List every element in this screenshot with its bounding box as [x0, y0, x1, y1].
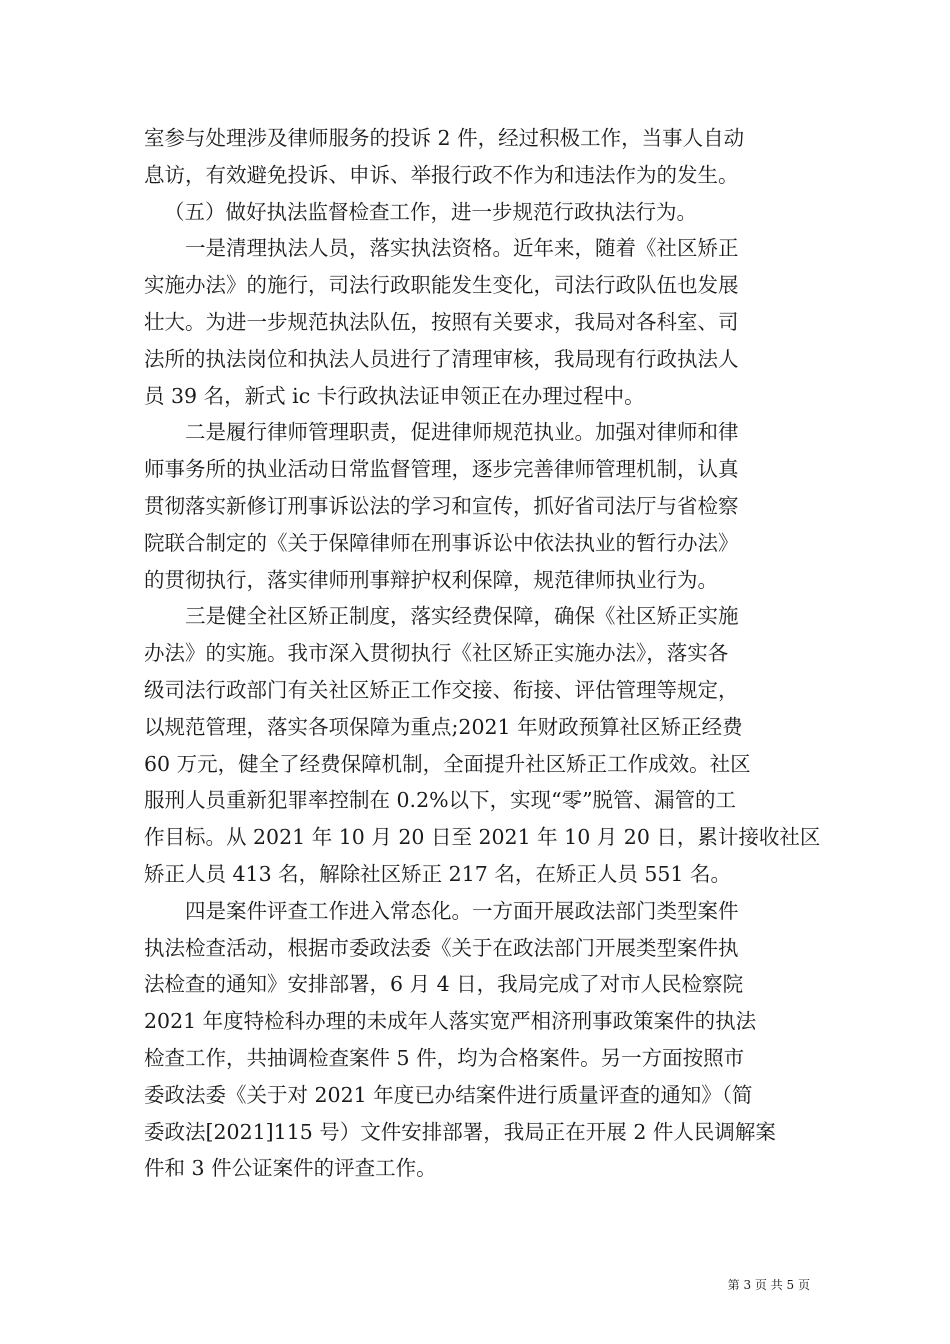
document-body: [144, 120, 821, 1187]
text-line: 的贯彻执行，落实律师刑事辩护权利保障，规范律师执业行为。: [144, 567, 718, 592]
text-line: 60 万元，健全了经费保障机制，全面提升社区矫正工作成效。社区: [144, 751, 751, 776]
text-line: 级司法行政部门有关社区矫正工作交接、衔接、评估管理等规定，: [144, 677, 739, 702]
text-line: 院联合制定的《关于保障律师在刑事诉讼中依法执业的暂行办法》: [144, 530, 739, 555]
text-line: 室参与处理涉及律师服务的投诉 2 件，经过积极工作，当事人自动: [144, 126, 745, 150]
text-line: 2021 年度特检科办理的未成年人落实宽严相济刑事政策案件的执法: [144, 1009, 757, 1034]
text-line: 服刑人员重新犯罪率控制在 0.2%以下，实现“零”脱管、漏管的工: [144, 788, 737, 813]
text-line: 作目标。从 2021 年 10 月 20 日至 2021 年 10 月 20 日，累计接收社区: [144, 825, 821, 850]
text-line: 检查工作，共抽调检查案件 5 件，均为合格案件。另一方面按照市: [144, 1045, 745, 1070]
text-line: 法所的执法岗位和执法人员进行了清理审核，我局现有行政执法人: [144, 346, 739, 371]
text-line: 矫正人员 413 名，解除社区矫正 217 名，在矫正人员 551 名。: [144, 861, 731, 886]
text-line: 以规范管理，落实各项保障为重点;2021 年财政预算社区矫正经费: [144, 714, 743, 739]
text-line: 委政法委《关于对 2021 年度已办结案件进行质量评查的通知》（简: [144, 1082, 753, 1107]
paragraph-first-line: 一是清理执法人员，落实执法资格。近年来，随着《社区矫正: [185, 236, 739, 261]
text-line: 贯彻落实新修订刑事诉讼法的学习和宣传，抓好省司法厅与省检察: [144, 493, 739, 518]
text-line: 实施办法》的施行，司法行政职能发生变化，司法行政队伍也发展: [144, 273, 739, 298]
text-line: 件和 3 件公证案件的评查工作。: [144, 1156, 437, 1181]
section-heading: （五）做好执法监督检查工作，进一步规范行政执法行为。: [164, 199, 697, 224]
text-line: 壮大。为进一步规范执法队伍，按照有关要求，我局对各科室、司: [144, 309, 739, 334]
paragraph-first-line: 四是案件评查工作进入常态化。一方面开展政法部门类型案件: [185, 898, 739, 923]
text-line: 息访，有效避免投诉、申诉、举报行政不作为和违法作为的发生。: [144, 162, 739, 187]
text-line: 员 39 名，新式 ic 卡行政执法证申领正在办理过程中。: [144, 383, 645, 408]
text-line: 办法》的实施。我市深入贯彻执行《社区矫正实施办法》，落实各: [144, 641, 729, 666]
text-line: 执法检查活动，根据市委政法委《关于在政法部门开展类型案件执: [144, 935, 739, 960]
text-line: 法检查的通知》安排部署，6 月 4 日，我局完成了对市人民检察院: [144, 972, 744, 997]
paragraph-first-line: 二是履行律师管理职责，促进律师规范执业。加强对律师和律: [185, 420, 739, 445]
text-line: 委政法[2021]115 号）文件安排部署，我局正在开展 2 件人民调解案: [144, 1119, 776, 1144]
text-line: 师事务所的执业活动日常监督管理，逐步完善律师管理机制，认真: [144, 457, 739, 482]
page-number-footer: 第 3 页 共 5 页: [727, 1278, 810, 1292]
paragraph-first-line: 三是健全社区矫正制度，落实经费保障，确保《社区矫正实施: [185, 604, 739, 629]
